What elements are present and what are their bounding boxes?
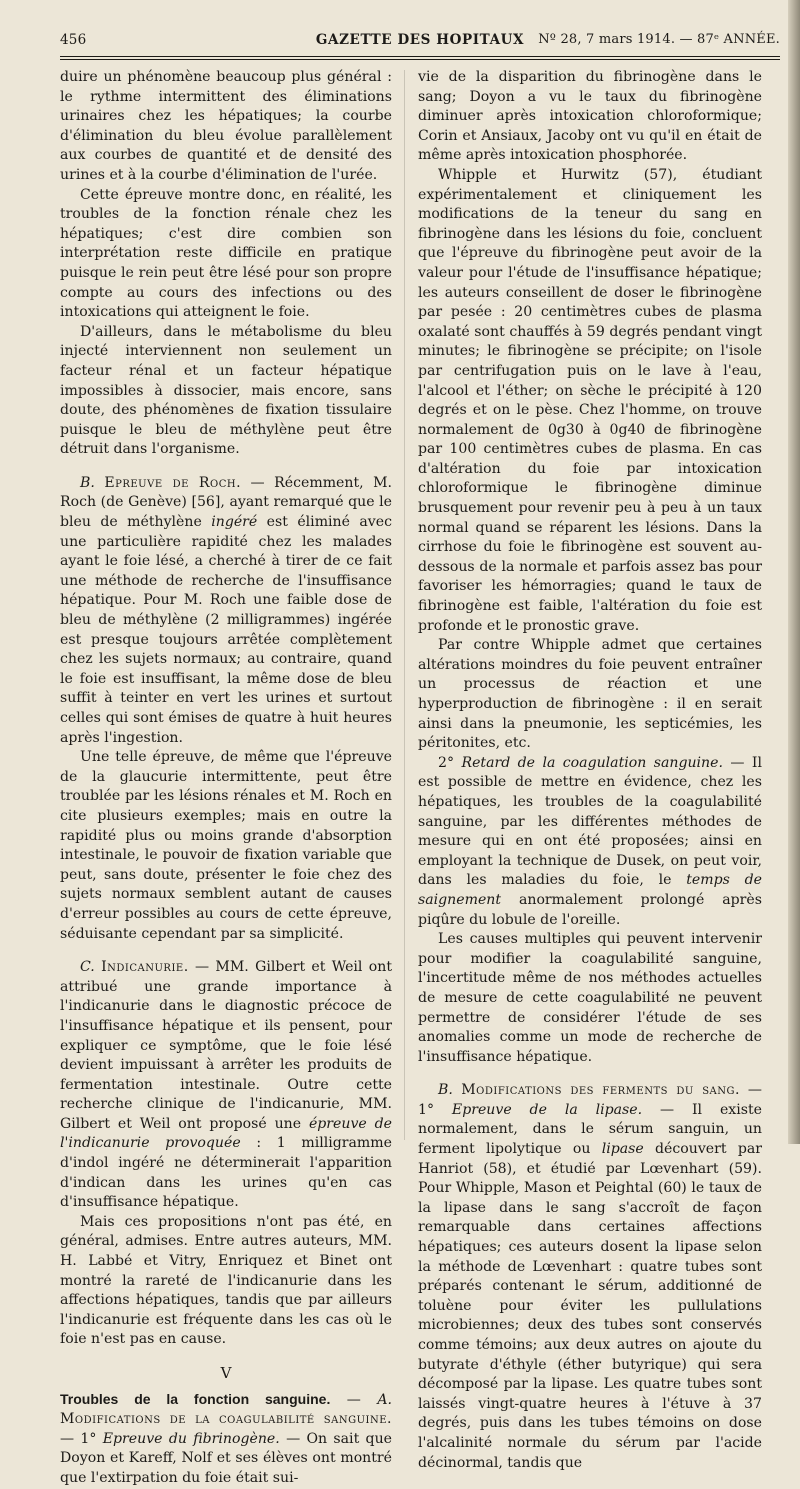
chapter-numeral: V	[220, 1364, 232, 1382]
paragraph: vie de la disparition du fibrinogène dans le sang; Doyon a vu le taux du fibrinogène diminuer après intoxication chloroformique; Corin et Ansiaux, Jacoby ont vu qu'il en était de même après intoxication phosphorée.	[418, 69, 762, 164]
section-heading: Indicanurie.	[101, 959, 189, 976]
section-heading: Epreuve de Roch.	[104, 474, 242, 491]
section-heading: Modifications des ferments du sang.	[452, 1082, 740, 1099]
paragraph-text: — Récemment, M. Roch (de Genève) [56], ayant remarqué que le bleu de méthylène	[60, 474, 393, 531]
page-header	[60, 30, 780, 52]
subsection-heading: Epreuve de la lipase.	[451, 1101, 643, 1118]
journal-title: GAZETTE DES HOPITAUX	[315, 32, 525, 48]
paragraph: Mais ces propositions n'ont pas été, en général, admises. Entre autres auteurs, MM. H. Labbé et Vitry, Enriquez et Binet ont montré la rareté de l'indicanurie dans les affections hépatiques, tandis que par ailleurs l'indicanurie est fréquente dans les cas où le foie n'est pas en cause.	[60, 1213, 392, 1348]
paragraph: Whipple et Hurwitz (57), étudiant expérimentalement et cliniquement les modifications de la teneur du sang en fibrinogène dans les lésions du foie, concluent que l'épreuve du fibrinogène peut avoir de la valeur pour l'étude de l'insuffisance hépatique; les auteurs conseillent de doser le fibrinogène par pesée : 20 centimètres cubes de plasma oxalaté sont chauffés à 59 degrés pendant vingt minutes; le fibrinogène se précipite; on l'isole par centrifugation puis on le lave à l'eau, l'alcool et l'éther; on sèche le précipité à 120 degrés et on le pèse. Chez l'homme, on trouve normalement de 0g30 à 0g40 de fibrinogène par 100 centimètres cubes de plasma. En cas d'altération du foie par intoxication chloroformique le fibrinogène diminue brusquement pour revenir peu à peu à un taux normal quand se réparent les lésions. Dans la cirrhose du foie le fibrinogène est souvent au-dessous de la normale et parfois assez bas pour favoriser les hémorragies; quand le taux de fibrinogène est faible, l'altération du foie est profonde et le pronostic grave.	[418, 166, 762, 634]
paragraph-text: — 1°	[60, 1430, 103, 1447]
paragraph: Cette épreuve montre donc, en réalité, les troubles de la fonction rénale chez les hépatiques; c'est dire combien son interprétation reste difficile en pratique puisque le rein peut être lésé pour son propre compte au cours des infections ou des intoxications qui atteignent le foie.	[60, 186, 392, 321]
paragraph: Une telle épreuve, de même que l'épreuve de la glaucurie intermittente, peut être troublée par les lésions rénales et M. Roch en cite plusieurs exemples; mais en outre la rapidité plus ou moins grande d'absorption intestinale, le pouvoir de fixation variable que peut, sans doute, présenter le foie chez des sujets normaux semblent autant de causes d'erreur possibles au cours de cette épreuve, séduisante cependant par sa simplicité.	[60, 749, 392, 942]
section-roch	[60, 474, 392, 748]
section-letter: B.	[438, 1082, 453, 1099]
section-coagulation	[418, 754, 762, 930]
paragraph-text: 2°	[438, 754, 462, 771]
paragraph-text: —	[330, 1391, 378, 1408]
paragraph: D'ailleurs, dans le métabolisme du bleu injecté interviennent non seulement un facteur rénal et un facteur hépatique impossibles à dissocier, mais encore, sans doute, des phénomènes de fixation tissulaire puisque le bleu de méthylène peut être détruit dans l'organisme.	[60, 323, 392, 458]
section-letter: A.	[377, 1391, 393, 1408]
section-indicanurie	[60, 958, 392, 1213]
paragraph-text: est éliminé avec une particulière rapidité chez les malades ayant le foie lésé, a cherché à tirer de ce fait une méthode de recherche de l'insuffisance hépatique. Pour M. Roch une faible dose de bleu de méthylène (2 milligrammes) ingérée est presque toujours arrêtée complètement chez les sujets normaux; au contraire, quand le foie est insuffisant, la même dose de bleu suffit à teinter en vert les urines et surtout celles qui sont émises de quatre à huit heures après l'ingestion.	[60, 514, 392, 746]
page-edge-shadow	[788, 0, 800, 1144]
paragraph-text: — 1°	[418, 1082, 762, 1118]
column-divider	[404, 70, 405, 1140]
italic-term: lipase	[601, 1141, 644, 1158]
section-letter: B.	[80, 474, 105, 491]
section-letter: C.	[80, 959, 102, 976]
paragraph-text: — On sait que Doyon et Kareff, Nolf et ses élèves ont montré que l'extirpation du foie était sui-	[60, 1430, 392, 1486]
section-heading: Modifications de la coagulabilité sanguine.	[60, 1411, 392, 1428]
italic-term: ingéré	[211, 514, 258, 531]
paragraph-text: : 1 milligramme d'indol ingéré ne déterminerait l'apparition d'indican dans les urines qu'en cas d'insuffisance hépatique.	[60, 1135, 393, 1211]
paragraph-text: — Il existe normalement, dans le sérum sanguin, un ferment lipolytique ou	[418, 1101, 762, 1158]
paragraph-text: — Il est possible de mettre en évidence, chez les hépatiques, les troubles de la coagulabilité sanguine, par les différentes méthodes de mesure qui en ont été proposées; ainsi en employant la technique de Dusek, on peut voir, dans les maladies du foie, le	[418, 754, 762, 889]
italic-term: épreuve de l'indicanurie provoquée	[60, 1115, 392, 1152]
chapter-heading: Troubles de la fonction sanguine.	[60, 1390, 331, 1407]
chapter-section	[60, 1390, 392, 1489]
italic-term: temps de saignement	[418, 872, 762, 908]
paragraph: Par contre Whipple admet que certaines altérations moindres du foie peuvent entraîner un processus de réaction et une hyperproduction de fibrinogène : il en serait ainsi dans la pneumonie, les septicémies, les péritonites, etc.	[418, 637, 762, 752]
page-number: 456	[60, 32, 87, 48]
paragraph: duire un phénomène beaucoup plus général : le rythme intermittent des éliminations urinaires chez les hépatiques; la courbe d'élimination du bleu évolue parallèlement aux courbes de quantité et de densité des urines et à la courbe d'élimination de l'urée.	[60, 69, 392, 183]
subsection-heading: Retard de la coagulation sanguine.	[461, 754, 723, 771]
subsection-heading: Epreuve du fibrinogène.	[102, 1430, 280, 1447]
right-column	[418, 68, 762, 1473]
header-rule-top	[60, 56, 780, 57]
header-rule-bottom	[60, 59, 780, 60]
paragraph-text: découvert par Hanriot (58), et étudié par Lœvenhart (59). Pour Whipple, Mason et Peightal (60) le taux de la lipase dans le sang s'accroît de façon remarquable dans certaines affections hépatiques; ces auteurs dosent la lipase selon la méthode de Lœvenhart : quatre tubes sont préparés contenant le sérum, additionné de toluène pour éviter les pullulations microbiennes; deux des tubes sont conservés comme témoins; aux deux autres on ajoute du butyrate d'éthyle (éther butyrique) qui sera décomposé par la lipase. Les quatre tubes sont laissés vingt-quatre heures à l'étuve à 37 degrés, puis dans les tubes témoins on dose l'alcalinité normale du sérum par l'acide décinormal, tandis que	[418, 1141, 762, 1471]
section-ferments	[418, 1081, 762, 1473]
left-column	[60, 68, 392, 1489]
paragraph-text: anormalement prolongé après piqûre du lobule de l'oreille.	[418, 891, 762, 928]
paragraph: Les causes multiples qui peuvent intervenir pour modifier la coagulabilité sanguine, l'incertitude même de nos méthodes actuelles de mesure de cette coagulabilité ne peuvent permettre de considérer l'étude de ses anomalies comme un mode de recherche de l'insuffisance hépatique.	[418, 931, 762, 1065]
paragraph-text: — MM. Gilbert et Weil ont attribué une grande importance à l'indicanurie dans le diagnostic précoce de l'insuffisance hépatique et ils pensent, pour expliquer ce symptôme, que le foie lésé devient impuissant à arrêter les produits de fermentation intestinale. Outre cette recherche clinique de l'indicanurie, MM. Gilbert et Weil ont proposé une	[60, 959, 392, 1132]
issue-info: Nº 28, 7 mars 1914. — 87ᵉ ANNÉE.	[538, 32, 780, 47]
